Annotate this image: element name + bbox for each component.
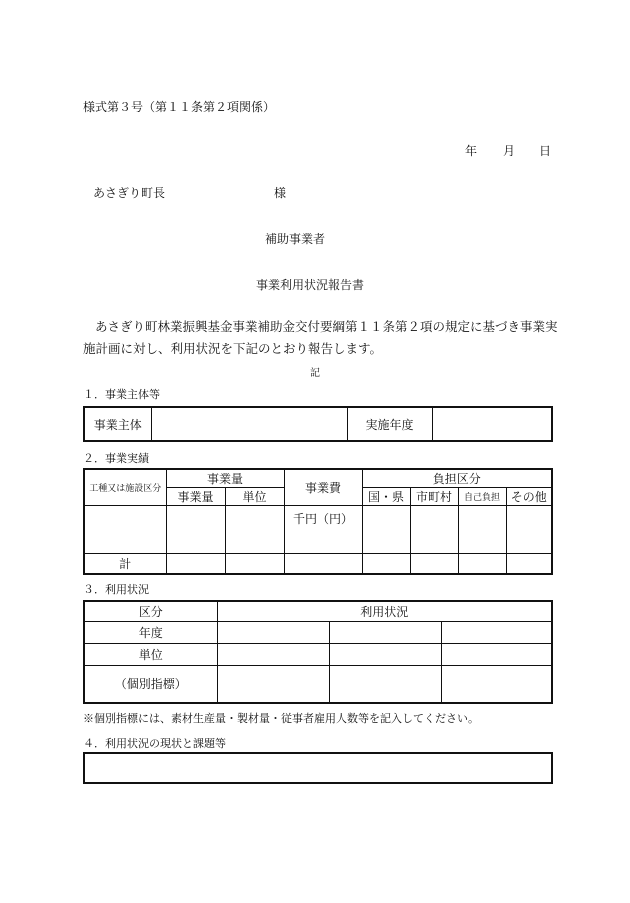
total-cost-cell[interactable]	[284, 554, 362, 574]
year-cell-3[interactable]	[441, 621, 552, 643]
entity-field[interactable]	[151, 407, 347, 441]
addressee-name: あさぎり町長	[93, 186, 166, 200]
row-unit-label: 単位	[84, 643, 217, 665]
year-cell-1[interactable]	[217, 621, 329, 643]
addressee-honorific: 様	[274, 186, 287, 200]
section1-heading: １．事業主体等	[83, 388, 160, 401]
burden-other-cell[interactable]	[506, 506, 552, 554]
section2-heading: ２．事業実績	[83, 452, 149, 465]
indicator-cell-2[interactable]	[329, 665, 441, 703]
section4-heading: ４．利用状況の現状と課題等	[83, 737, 226, 750]
cost-header: 事業費	[284, 469, 362, 506]
burden-municipal-cell[interactable]	[410, 506, 458, 554]
type-cell[interactable]	[84, 506, 166, 554]
unit-cell-3[interactable]	[441, 643, 552, 665]
total-label: 計	[84, 554, 166, 574]
entity-table	[83, 406, 553, 442]
indicator-cell-3[interactable]	[441, 665, 552, 703]
total-unit-cell[interactable]	[225, 554, 284, 574]
year-label: 実施年度	[347, 407, 432, 441]
ki-label: 記	[310, 368, 320, 379]
form-number: 様式第３号（第１１条第２項関係）	[83, 100, 276, 114]
burden-self-cell[interactable]	[458, 506, 506, 554]
body-paragraph: あさぎり町林業振興基金事業補助金交付要綱第１１条第２項の規定に基づき事業実施計画に対し、利用状況を下記のとおり報告します。	[83, 319, 558, 356]
results-table	[83, 468, 553, 575]
unit-header: 単位	[225, 488, 284, 506]
amount-header: 事業量	[166, 469, 284, 488]
total-self-cell[interactable]	[458, 554, 506, 574]
total-other-cell[interactable]	[506, 554, 552, 574]
total-amount-cell[interactable]	[166, 554, 225, 574]
cost-unit-label: 千円（円）	[293, 512, 354, 526]
category-header: 区分	[84, 601, 217, 621]
year-cell-2[interactable]	[329, 621, 441, 643]
total-municipal-cell[interactable]	[410, 554, 458, 574]
burden-header: 負担区分	[362, 469, 552, 488]
total-national-cell[interactable]	[362, 554, 410, 574]
document-title: 事業利用状況報告書	[256, 278, 365, 292]
amount-cell[interactable]	[166, 506, 225, 554]
row-year-label: 年度	[84, 621, 217, 643]
type-header: 工種又は施設区分	[84, 469, 166, 506]
indicator-cell-1[interactable]	[217, 665, 329, 703]
row-indicator-label: （個別指標）	[84, 665, 217, 703]
burden-other-header: その他	[506, 488, 552, 506]
unit-cell-1[interactable]	[217, 643, 329, 665]
usage-table	[83, 600, 553, 704]
unit-cell-2[interactable]	[329, 643, 441, 665]
section3-heading: ３．利用状況	[83, 583, 149, 596]
burden-municipal-header: 市町村	[410, 488, 458, 506]
amount-sub-header: 事業量	[166, 488, 225, 506]
burden-national-cell[interactable]	[362, 506, 410, 554]
burden-self-header: 自己負担	[458, 488, 506, 506]
note-text: ※個別指標には、素材生産量・製材量・従事者雇用人数等を記入してください。	[83, 712, 479, 725]
entity-label: 事業主体	[84, 407, 151, 441]
date-year: 年	[465, 144, 478, 158]
year-field[interactable]	[432, 407, 552, 441]
date-month: 月	[503, 144, 516, 158]
cost-cell[interactable]	[284, 506, 362, 554]
burden-national-header: 国・県	[362, 488, 410, 506]
issues-field[interactable]	[83, 752, 553, 784]
applicant-label: 補助事業者	[265, 232, 326, 246]
date-day: 日	[539, 144, 552, 158]
status-header: 利用状況	[217, 601, 552, 621]
unit-cell[interactable]	[225, 506, 284, 554]
